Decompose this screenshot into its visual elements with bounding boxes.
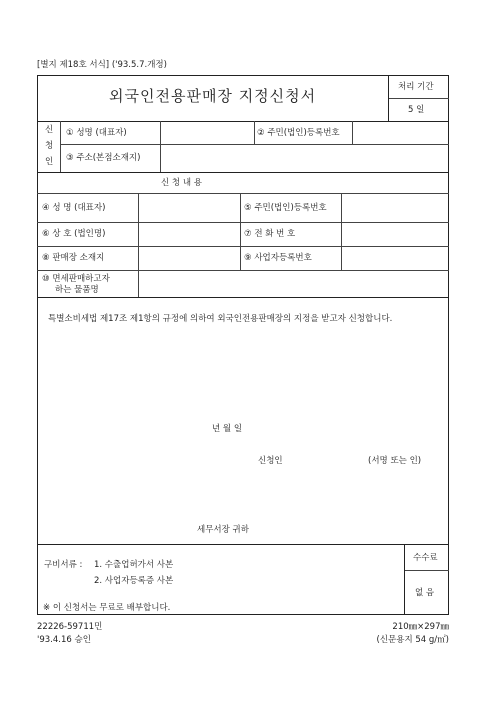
- date-line[interactable]: 년 월 일: [212, 424, 243, 434]
- approval-date: '93.4.16 승인: [37, 635, 91, 645]
- divider: [160, 121, 161, 144]
- divider: [37, 193, 449, 194]
- divider: [388, 75, 389, 121]
- store-location-label: ⑧ 판매장 소재지: [42, 253, 105, 263]
- paper-size: 210㎜×297㎜: [392, 622, 449, 632]
- divider: [404, 544, 405, 615]
- processing-period-value: 5 일: [408, 105, 425, 115]
- processing-period-label: 처리 기간: [398, 82, 434, 92]
- divider: [37, 544, 449, 545]
- application-statement: 특별소비세법 제17조 제1항의 규정에 의하여 외국인전용판매장의 지정을 받고자 신청합니다.: [48, 314, 393, 324]
- registration-number-label: ⑤ 주민(법인)등록번호: [244, 203, 327, 213]
- applicant-label-char: 청: [45, 141, 54, 151]
- divider: [388, 98, 449, 99]
- addressee: 세무서장 귀하: [197, 525, 249, 535]
- form-reference: [별지 제18호 서식] ('93.5.7.개정): [37, 60, 167, 70]
- application-content-header: 신 청 내 용: [161, 178, 202, 188]
- applicant-label-char: 인: [45, 157, 54, 167]
- required-documents-label: 구비서류 :: [44, 560, 83, 570]
- form-title: 외국인전용판매장 지정신청서: [109, 87, 317, 105]
- fee-value: 없 음: [415, 588, 435, 598]
- free-distribution-note: ※ 이 신청서는 무료로 배부합니다.: [43, 603, 171, 613]
- divider: [60, 144, 449, 145]
- exempt-goods-label-line2: 하는 물품명: [55, 285, 99, 295]
- business-number-label: ⑨ 사업자등록번호: [244, 253, 312, 263]
- divider: [37, 297, 449, 298]
- applicant-sign-label: 신청인: [258, 456, 283, 466]
- applicant-address-label: ③ 주소(본점소재지): [66, 153, 141, 163]
- divider: [341, 193, 342, 270]
- divider: [352, 121, 353, 144]
- divider: [60, 121, 61, 172]
- exempt-goods-label-line1: ⑩ 면세판매하고자: [42, 274, 110, 284]
- divider: [254, 121, 255, 144]
- divider: [37, 121, 449, 122]
- representative-name-label: ④ 성 명 (대표자): [42, 203, 106, 213]
- signature-note[interactable]: (서명 또는 인): [368, 456, 422, 466]
- divider: [138, 193, 139, 297]
- company-name-label: ⑥ 상 호 (법인명): [42, 229, 106, 239]
- divider: [37, 172, 449, 173]
- paper-type: (신문용지 54 g/㎡): [376, 635, 449, 645]
- applicant-name-label: ① 성명 (대표자): [66, 128, 127, 138]
- divider: [37, 270, 449, 271]
- divider: [404, 570, 449, 571]
- divider: [240, 193, 241, 270]
- divider: [37, 246, 449, 247]
- divider: [37, 222, 449, 223]
- required-document-item: 1. 수출업허가서 사본: [94, 560, 174, 570]
- applicant-regno-label: ② 주민(법인)등록번호: [257, 128, 340, 138]
- applicant-label-char: 신: [45, 125, 54, 135]
- divider: [160, 144, 161, 172]
- phone-number-label: ⑦ 전 화 번 호: [244, 229, 296, 239]
- form-code: 22226-59711민: [37, 622, 103, 632]
- fee-label: 수수료: [413, 553, 438, 563]
- required-document-item: 2. 사업자등록증 사본: [94, 576, 174, 586]
